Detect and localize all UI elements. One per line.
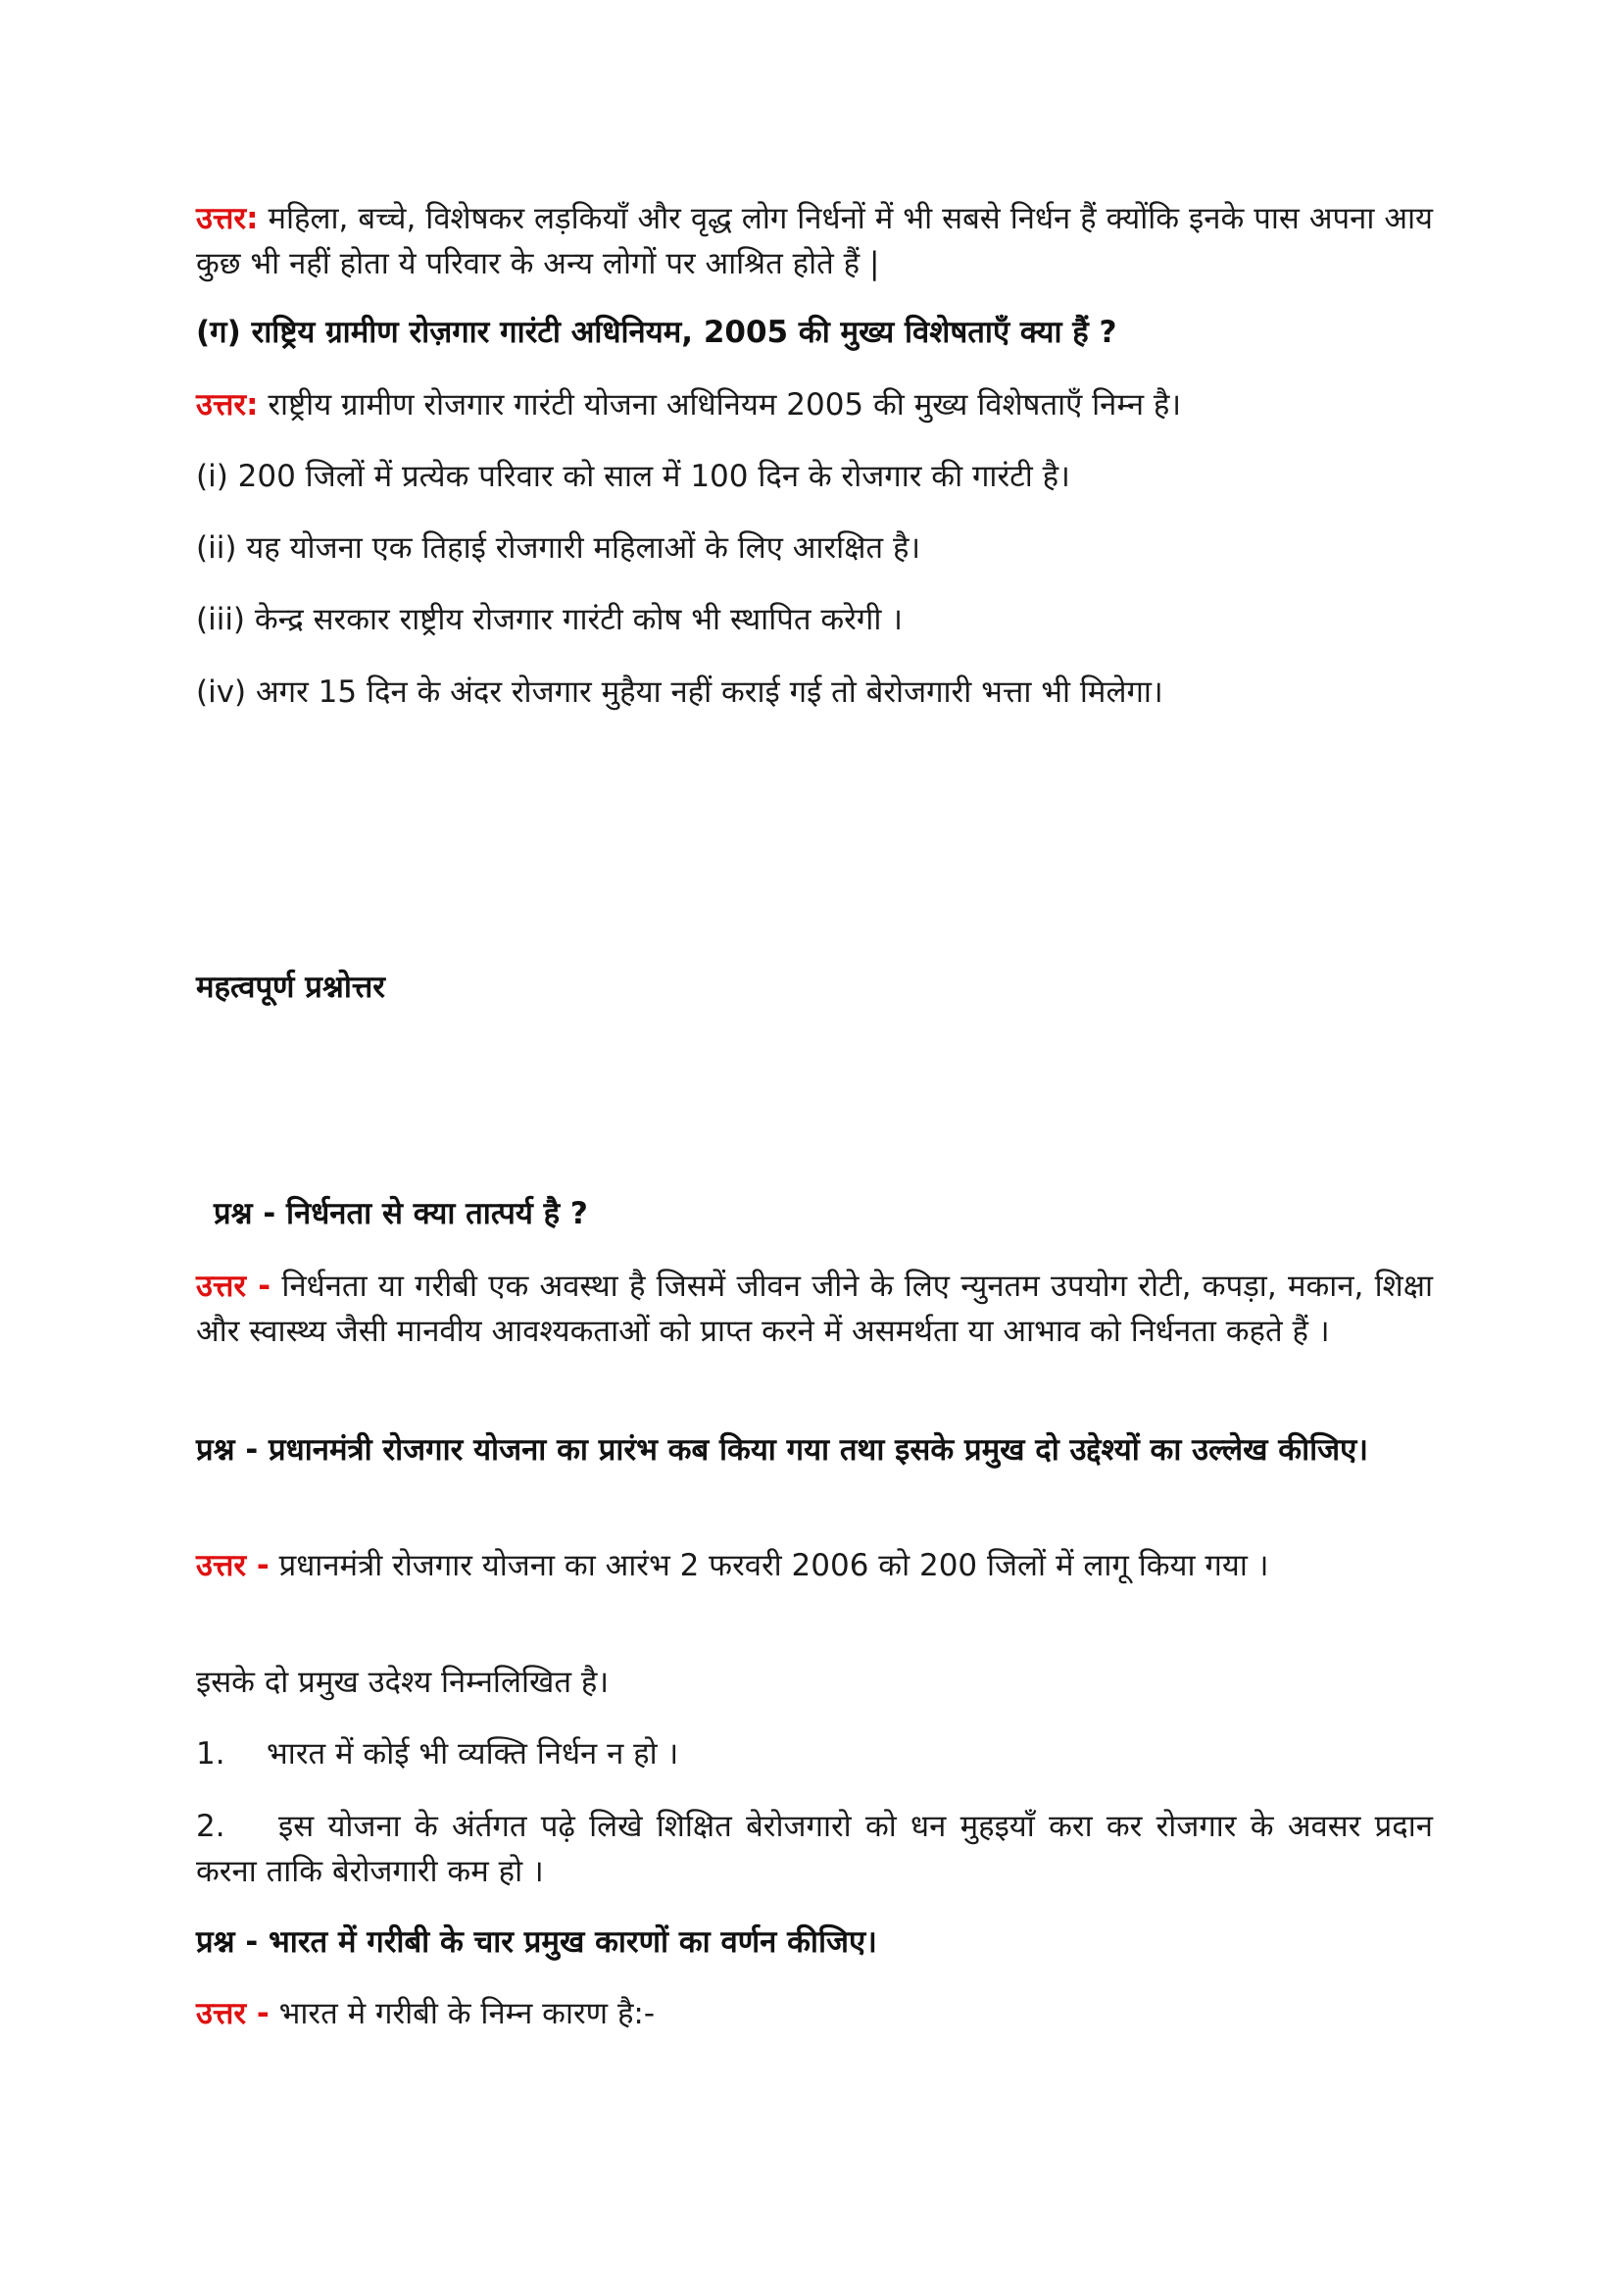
- answer-label: उत्तर -: [196, 1996, 270, 2031]
- answer-paragraph-1: [196, 196, 1433, 286]
- feature-item-1: (i) 200 जिलों में प्रत्येक परिवार को साल में 100 दिन के रोजगार की गारंटी है।: [196, 459, 1070, 494]
- objective-text: इस योजना के अंर्तगत पढ़े लिखे शिक्षित बेरोजगारो को धन मुहइयाँ करा कर रोजगार के अवसर प्रदान करना ताकि बेरोजगारी कम हो ।: [196, 1809, 1433, 1889]
- question-heading-ga: (ग) राष्ट्रिय ग्रामीण रोज़गार गारंटी अधिनियम, 2005 की मुख्य विशेषताएँ क्या हैं ?: [196, 315, 1117, 350]
- objective-number: 1.: [196, 1736, 225, 1772]
- objective-number: 2.: [196, 1809, 225, 1844]
- answer-paragraph-q3: [196, 1991, 1433, 2036]
- objective-text: भारत में कोई भी व्यक्ति निर्धन न हो ।: [267, 1736, 679, 1772]
- answer-text: निर्धनता या गरीबी एक अवस्था है जिसमें जीवन जीने के लिए न्युनतम उपयोग रोटी, कपड़ा, मकान, शिक्षा और स्वास्थ्य जैसी मानवीय आवश्यकताओं को प्राप्त करने में असमर्थता या आभाव को निर्धनता कहते हैं ।: [196, 1269, 1433, 1349]
- answer-text: राष्ट्रीय ग्रामीण रोजगार गारंटी योजना अधिनियम 2005 की मुख्य विशेषताएँ निम्न है।: [258, 387, 1182, 423]
- objective-item-2: [196, 1804, 1433, 1894]
- question-heading-3: प्रश्न - भारत में गरीबी के चार प्रमुख कारणों का वर्णन कीजिए।: [196, 1924, 877, 1960]
- answer-label: उत्तर:: [196, 201, 259, 236]
- section-heading: महत्वपूर्ण प्रश्नोत्तर: [196, 970, 385, 1005]
- answer-paragraph-q1: [196, 1264, 1433, 1354]
- answer-label: उत्तर:: [196, 387, 259, 423]
- answer-paragraph-ga: [196, 382, 1433, 427]
- answer-text: प्रधानमंत्री रोजगार योजना का आरंभ 2 फरवरी 2006 को 200 जिलों में लागू किया गया ।: [269, 1548, 1269, 1583]
- answer-label: उत्तर -: [196, 1269, 271, 1304]
- objective-item-1: [196, 1731, 1433, 1776]
- feature-item-2: (ii) यह योजना एक तिहाई रोजगारी महिलाओं के लिए आरक्षित है।: [196, 530, 921, 566]
- answer-paragraph-q2: [196, 1543, 1433, 1588]
- question-heading-2: प्रश्न - प्रधानमंत्री रोजगार योजना का प्रारंभ कब किया गया तथा इसके प्रमुख दो उद्देश्यों का उल्लेख कीजिए।: [196, 1432, 1369, 1468]
- question-heading-1: प्रश्न - निर्धनता से क्या तात्पर्य है ?: [214, 1196, 588, 1231]
- answer-text: महिला, बच्चे, विशेषकर लड़कियाँ और वृद्ध लोग निर्धनों में भी सबसे निर्धन हैं क्योंकि इनके पास अपना आय कुछ भी नहीं होता ये परिवार के अन्य लोगों पर आश्रित होते हैं |: [196, 201, 1433, 281]
- objectives-intro: इसके दो प्रमुख उदेश्य निम्नलिखित है।: [196, 1665, 610, 1700]
- feature-item-3: (iii) केन्द्र सरकार राष्ट्रीय रोजगार गारंटी कोष भी स्थापित करेगी ।: [196, 602, 903, 637]
- answer-label: उत्तर -: [196, 1548, 270, 1583]
- feature-item-4: (iv) अगर 15 दिन के अंदर रोजगार मुहैया नहीं कराई गई तो बेरोजगारी भत्ता भी मिलेगा।: [196, 674, 1163, 710]
- answer-text: भारत मे गरीबी के निम्न कारण है:-: [269, 1996, 656, 2031]
